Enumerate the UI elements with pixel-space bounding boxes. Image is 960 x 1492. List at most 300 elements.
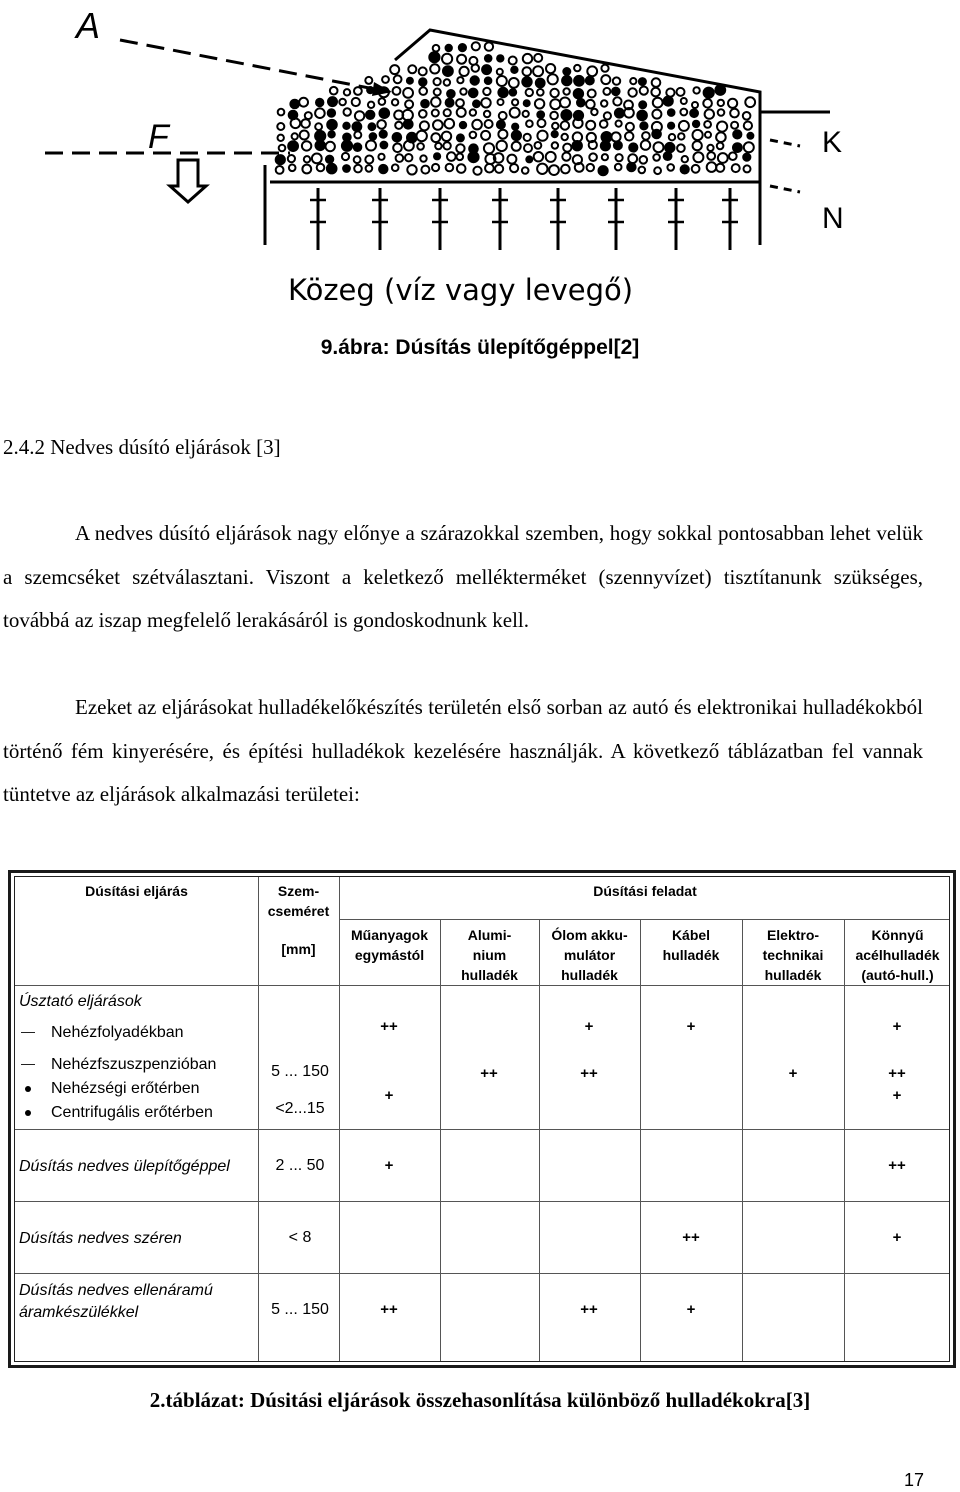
fluid-jets [310, 188, 738, 250]
particle [434, 153, 440, 159]
particle [392, 99, 398, 105]
particle [668, 123, 674, 129]
particle [382, 76, 389, 83]
particle [390, 65, 399, 74]
particle [481, 131, 490, 140]
particle [431, 97, 440, 106]
particle [379, 165, 387, 173]
particle [693, 152, 703, 162]
figure-caption: 9.ábra: Dúsítás ülepítőgéppel[2] [320, 336, 640, 359]
particle [498, 88, 507, 97]
particle [731, 122, 738, 129]
particle [304, 156, 310, 162]
particle [526, 120, 533, 127]
particle [392, 164, 399, 171]
particle [586, 77, 594, 85]
particle [460, 67, 469, 76]
particle [552, 123, 558, 129]
table-hline [15, 985, 949, 986]
particle [625, 132, 633, 140]
particle [342, 153, 349, 160]
particle [526, 89, 533, 96]
particle [404, 120, 413, 129]
particle [354, 143, 362, 151]
particle [288, 155, 295, 162]
particle [586, 121, 595, 130]
particle [485, 77, 492, 84]
particle [434, 89, 441, 96]
section-heading: 2.4.2 Nedves dúsító eljárások [3] [3, 435, 281, 459]
particle [577, 99, 585, 107]
particle [533, 66, 543, 76]
size-wet-jig: 2 ... 50 [275, 1157, 325, 1174]
particle [703, 99, 712, 108]
particle [534, 54, 542, 62]
particle [482, 65, 491, 74]
particle [446, 99, 454, 107]
particle [442, 54, 452, 64]
particle [743, 154, 750, 161]
particle [612, 88, 620, 96]
particle [627, 163, 635, 171]
particle [666, 89, 674, 97]
particle [370, 133, 377, 140]
particle [639, 101, 646, 108]
particle [405, 154, 412, 161]
header-task-col: Elektro- technikai hulladék [762, 927, 824, 983]
particle [278, 135, 284, 141]
particle [524, 144, 532, 152]
particle [523, 111, 529, 117]
particle [302, 165, 311, 174]
particle [354, 156, 361, 163]
medium-label: Közeg (víz vagy levegő) [288, 273, 634, 307]
particle [419, 110, 427, 118]
particle [367, 87, 373, 93]
table-mark: + [892, 1229, 902, 1246]
header-task: Dúsítási feladat [593, 883, 697, 899]
output-k-line [770, 140, 800, 146]
particle [717, 143, 724, 150]
particle [421, 100, 429, 108]
particle [601, 75, 610, 84]
particle [497, 121, 505, 129]
particle [485, 42, 493, 50]
particle [537, 164, 547, 174]
particle [550, 89, 558, 97]
particle [677, 144, 685, 152]
particle [616, 154, 623, 161]
particle [589, 153, 597, 161]
particle [290, 100, 299, 109]
particle [433, 45, 440, 52]
particle [344, 108, 351, 115]
particle [512, 131, 521, 140]
table-mark: ++ [888, 1065, 906, 1082]
particle [705, 132, 711, 138]
particle [460, 88, 466, 94]
particle [546, 152, 556, 162]
particle [536, 79, 545, 88]
particle [456, 144, 464, 152]
particle [510, 89, 517, 96]
particle [626, 123, 634, 131]
particle [563, 88, 569, 94]
table-mark: + [384, 1087, 394, 1104]
particle [586, 100, 595, 109]
particle [615, 164, 622, 171]
particle [535, 142, 542, 149]
particle [483, 88, 490, 95]
table-mark: + [788, 1065, 798, 1082]
particle [498, 130, 507, 139]
label-centrifugal-field: Centrifugális erőtérben [21, 1102, 213, 1124]
particle [704, 88, 714, 98]
particle [667, 164, 674, 171]
particle [665, 143, 674, 152]
particle [693, 121, 699, 127]
particle [339, 99, 346, 106]
particle [365, 156, 373, 164]
table-hline [15, 1201, 949, 1202]
particle [354, 87, 362, 95]
particle [654, 142, 664, 152]
particle [420, 121, 429, 130]
particle [277, 123, 284, 130]
particle [562, 153, 570, 161]
particle [538, 119, 546, 127]
particle [432, 164, 439, 171]
particle [705, 109, 714, 118]
particle [366, 165, 373, 172]
particle [574, 89, 583, 98]
header-grain-size: Szem- cseméret [mm] [267, 883, 330, 957]
particle [447, 152, 456, 161]
particle [484, 111, 490, 117]
table-mark: ++ [682, 1229, 700, 1246]
header-task-col: Könnyű acélhulladék (autó-hull.) [855, 927, 940, 983]
particle [692, 165, 700, 173]
particle [291, 119, 301, 129]
particle [574, 76, 584, 86]
table-mark: + [384, 1157, 394, 1174]
particle [718, 100, 724, 106]
particle [446, 45, 452, 51]
particle [378, 154, 384, 160]
header-task-col: Ólom akku- mulátor hulladék [551, 927, 628, 983]
particle [733, 143, 742, 152]
table-mark: ++ [380, 1301, 398, 1318]
particle [601, 100, 607, 106]
particle [588, 90, 596, 98]
particle [470, 109, 476, 115]
particle [677, 88, 685, 96]
label-n: N [822, 202, 844, 235]
particle [276, 155, 285, 164]
particle [312, 154, 322, 164]
particle [630, 78, 636, 84]
particle [546, 64, 555, 73]
particle [603, 88, 610, 95]
particle [616, 121, 622, 127]
particle [637, 111, 647, 121]
particle [405, 100, 413, 108]
particle [704, 121, 711, 128]
particle [497, 69, 503, 75]
particle [561, 165, 570, 174]
particle [522, 77, 531, 86]
particle [628, 154, 637, 163]
paragraph-1: A nedves dúsító eljárások nagy előnye a szárazokkal szemben, hogy sokkal pontosabban lehet velük a szemcséket szétválasztani. Viszont a keletkező mellékterméket (szennyvízet) tisztítanunk szükséges, továbbá az iszap megfelelő lerakásáról is gondoskodnunk kell. [3, 521, 923, 633]
particle [563, 144, 571, 152]
particle [292, 133, 298, 139]
particle [369, 123, 376, 130]
particle [485, 120, 493, 128]
particle [561, 121, 569, 129]
output-n-line [770, 186, 800, 192]
particle [407, 78, 413, 84]
particle [745, 97, 755, 107]
particle [456, 99, 464, 107]
particle [509, 57, 517, 65]
particle [629, 143, 637, 151]
particle [640, 122, 647, 129]
particle [611, 132, 620, 141]
particle [682, 156, 688, 162]
particle [512, 124, 518, 130]
particle [457, 134, 464, 141]
particle [381, 142, 388, 149]
particle [522, 167, 529, 174]
particle [524, 134, 531, 141]
particle [510, 164, 518, 172]
particle [716, 132, 726, 142]
particle [523, 67, 532, 76]
particle [328, 109, 335, 116]
particle [497, 141, 507, 151]
particle [681, 165, 689, 173]
particle [443, 66, 453, 76]
label-f: F [148, 118, 169, 156]
particle [365, 77, 372, 84]
particle [718, 153, 728, 163]
particle [512, 99, 518, 105]
particle [393, 133, 402, 142]
particle [511, 67, 517, 73]
particle [639, 167, 646, 174]
particle [509, 78, 519, 88]
particle [457, 164, 466, 173]
table-mark: + [892, 1087, 902, 1104]
particle [300, 131, 309, 140]
particle [431, 133, 440, 142]
particle [429, 52, 439, 62]
particle [447, 90, 455, 98]
particle [549, 165, 559, 175]
particle [681, 98, 687, 104]
particle [614, 141, 622, 149]
table-hline [339, 919, 949, 920]
particle [302, 141, 311, 150]
particle [717, 122, 727, 132]
particle [485, 55, 492, 62]
particle [368, 102, 374, 108]
particle [707, 145, 713, 151]
particle [743, 112, 751, 120]
size-centrifugal: <2...15 [275, 1100, 325, 1117]
particle [499, 112, 507, 120]
particle [444, 79, 450, 85]
particle [443, 142, 450, 149]
particle [512, 142, 521, 151]
particle [498, 99, 504, 105]
particle [481, 98, 490, 107]
particle [680, 109, 687, 116]
particle [652, 110, 661, 119]
label-heavy-liquid: Nehézfolyadékban [21, 1022, 184, 1044]
particle-bed [276, 42, 755, 175]
particle [497, 55, 503, 61]
particle [495, 165, 503, 173]
particle [459, 44, 466, 51]
label-k: K [822, 126, 843, 159]
particle [288, 141, 298, 151]
particle [419, 87, 427, 95]
particle [315, 108, 325, 118]
particle [574, 65, 580, 71]
particle [417, 131, 427, 141]
particle [563, 68, 570, 75]
particle [468, 152, 478, 162]
particle [472, 120, 482, 130]
particle [432, 110, 439, 117]
table-hline [15, 1273, 949, 1274]
particle [343, 165, 350, 172]
comparison-table [8, 870, 956, 1368]
label-gravity-field: Nehézségi erőtérben [21, 1078, 200, 1100]
particle [510, 108, 520, 118]
page-number: 17 [903, 1470, 924, 1490]
particle [537, 131, 547, 141]
particle [669, 134, 675, 140]
table-caption: 2.táblázat: Dúsitási eljárások összehasonlítása különböző hulladékokra[3] [149, 1388, 811, 1412]
particle [587, 164, 594, 171]
label-heavy-suspension: Nehézfszuszpenzióban [21, 1054, 216, 1076]
particle [380, 131, 387, 138]
particle [393, 87, 401, 95]
table-mark: ++ [480, 1065, 498, 1082]
particle [526, 156, 532, 162]
particle [679, 121, 689, 131]
label-wet-jig: Dúsítás nedves ülepítőgéppel [19, 1158, 230, 1175]
particle [433, 120, 443, 130]
particle [355, 111, 364, 120]
particle [289, 165, 296, 172]
particle [707, 152, 715, 160]
particle [421, 166, 429, 174]
particle [653, 154, 660, 161]
particle [732, 164, 740, 172]
particle [668, 109, 675, 116]
particle [330, 87, 338, 95]
down-arrow [170, 160, 206, 202]
particle [485, 164, 494, 173]
particle [417, 143, 424, 150]
particle [442, 132, 451, 141]
particle [393, 144, 402, 153]
particle [420, 155, 426, 161]
particle [327, 164, 337, 174]
particle [473, 167, 481, 175]
particle [601, 65, 608, 72]
particle [561, 110, 571, 120]
particle [457, 108, 466, 117]
particle [628, 88, 636, 96]
table-mark: + [584, 1018, 594, 1035]
particle [562, 134, 568, 140]
particle [707, 162, 717, 172]
header-method: Dúsítási eljárás [85, 883, 188, 899]
particle [600, 120, 608, 128]
particle [299, 98, 308, 107]
particle [716, 164, 724, 172]
particle [535, 99, 544, 108]
particle [552, 142, 558, 148]
table-hline [15, 1129, 949, 1130]
particle [377, 120, 386, 129]
particle [457, 77, 463, 83]
particle [470, 132, 477, 139]
particle [692, 102, 698, 108]
particle [328, 97, 337, 106]
particle [651, 88, 660, 97]
particle [654, 167, 661, 174]
table-mark: + [686, 1018, 696, 1035]
particle [639, 78, 646, 85]
particle [693, 130, 703, 140]
label-wet-screen: Dúsítás nedves széren [19, 1230, 182, 1247]
label-flotation: Úsztató eljárások [19, 993, 142, 1010]
particle [430, 64, 439, 73]
particle [380, 108, 390, 118]
particle [573, 141, 582, 150]
paragraph-2: Ezeket az eljárásokat hulladékelőkészítés területén első sorban az autó és elektronikai hulladékokból történő fém kinyerésére, és építési hulladékok kezelésére használják. A következő táblázatban fel vannak tüntetve az eljárások alkalmazási területei: [3, 695, 923, 807]
particle [552, 131, 558, 137]
particle [640, 87, 648, 95]
particle [718, 109, 725, 116]
particle [599, 166, 608, 175]
particle [744, 122, 752, 130]
particle [728, 99, 737, 108]
particle [664, 97, 673, 106]
particle [601, 141, 610, 150]
particle [730, 109, 739, 118]
particle [419, 78, 426, 85]
table-mark: + [686, 1301, 696, 1318]
table-mark: ++ [580, 1065, 598, 1082]
particle [604, 112, 611, 119]
particle [602, 154, 608, 160]
table-mark: ++ [380, 1018, 398, 1035]
particle [560, 98, 570, 108]
particle [537, 111, 544, 118]
particle [678, 133, 684, 139]
particle [497, 76, 507, 86]
particle [354, 165, 362, 173]
particle [445, 119, 455, 129]
particle [550, 99, 560, 109]
particle [652, 78, 661, 87]
